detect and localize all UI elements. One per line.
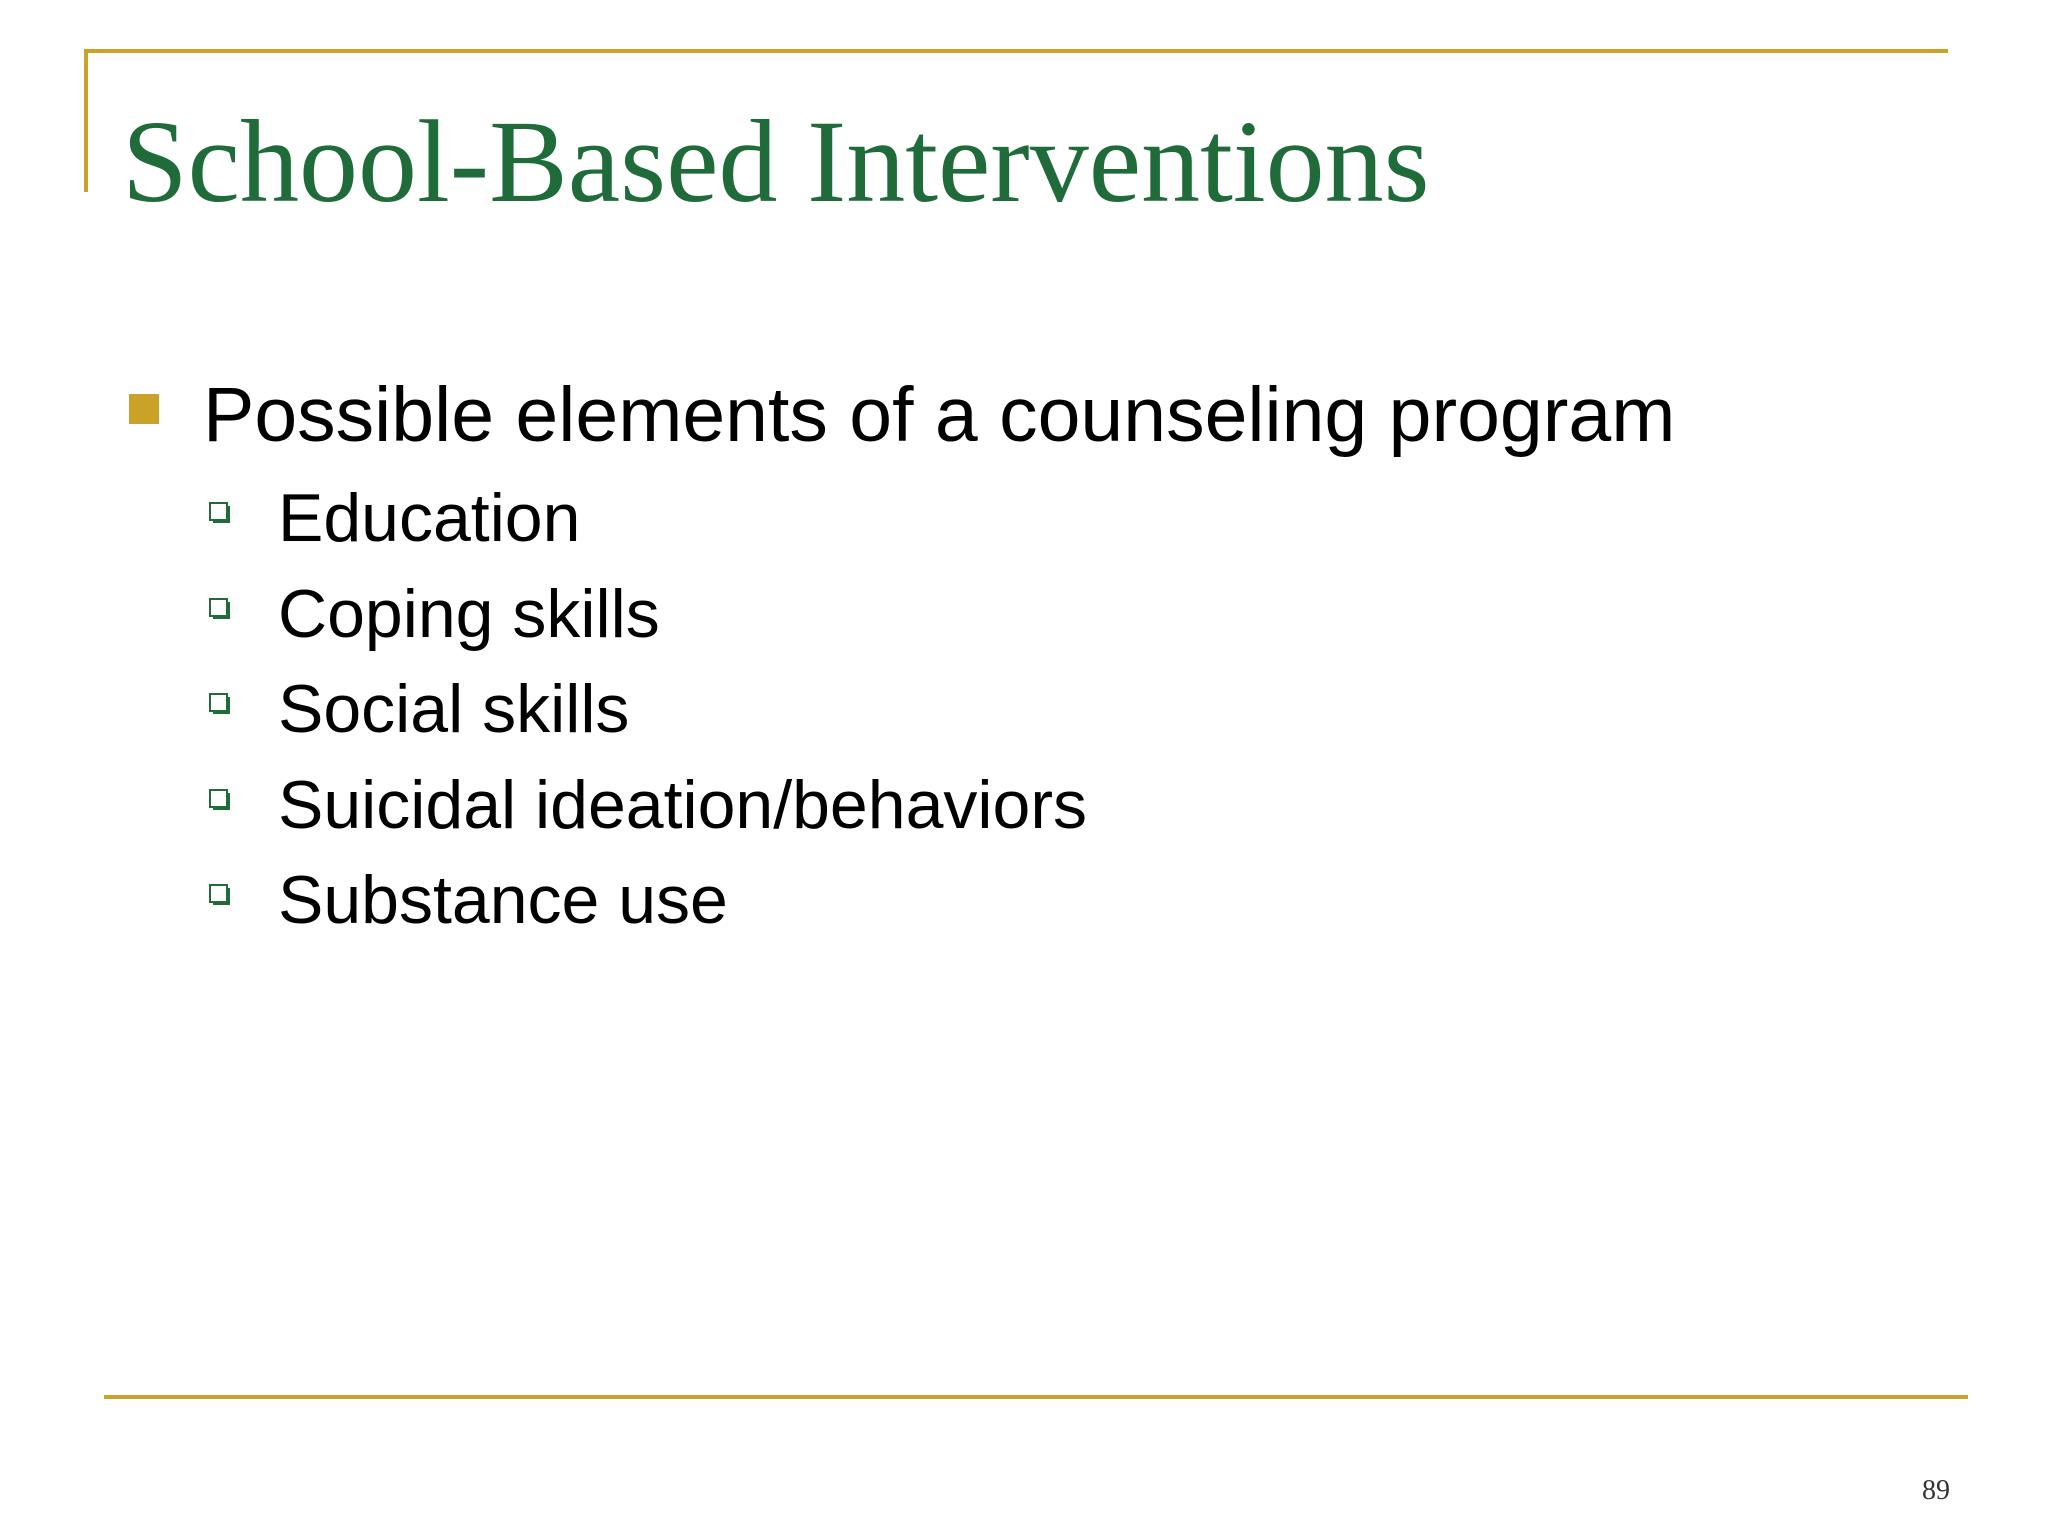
square-bullet-icon xyxy=(129,394,159,424)
list-item xyxy=(0,476,1400,572)
sub-bullet-text: Coping skills xyxy=(278,576,660,652)
checkbox-bullet-icon xyxy=(209,502,231,524)
list-item xyxy=(0,858,1400,954)
page-number: 89 xyxy=(1922,1475,1950,1506)
checkbox-bullet-icon xyxy=(209,598,231,620)
checkbox-bullet-icon xyxy=(209,693,231,715)
list-item xyxy=(0,763,1400,859)
sub-bullet-text: Substance use xyxy=(278,862,728,938)
list-item xyxy=(0,572,1400,668)
sub-bullet-text: Education xyxy=(278,480,581,556)
checkbox-bullet-icon xyxy=(209,884,231,906)
main-bullet-text: Possible elements of a counseling program xyxy=(203,372,1676,458)
sub-bullet-text: Suicidal ideation/behaviors xyxy=(278,767,1087,843)
slide-title: School-Based Interventions xyxy=(122,96,1430,227)
checkbox-bullet-icon xyxy=(209,789,231,811)
bottom-border-line xyxy=(104,1395,1968,1399)
left-border-line xyxy=(84,49,88,192)
sub-bullet-text: Social skills xyxy=(278,671,630,747)
list-item xyxy=(0,667,1400,763)
top-border-line xyxy=(84,49,1948,53)
